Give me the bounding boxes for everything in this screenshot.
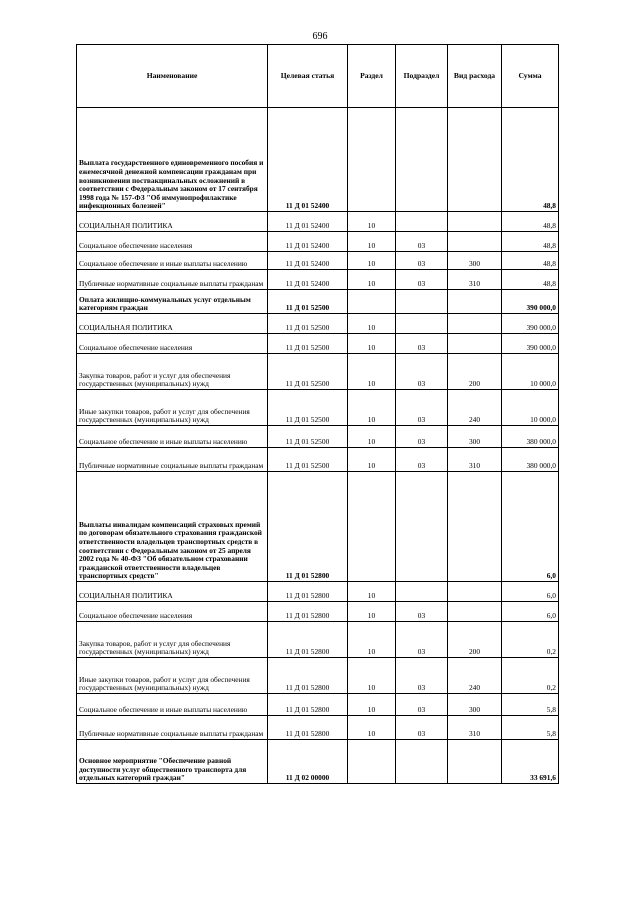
cell-target: 11 Д 01 52800: [268, 694, 348, 716]
table-row: [77, 270, 559, 290]
cell-subsection: [396, 314, 448, 334]
cell-section: 10: [348, 602, 396, 622]
cell-name: Социальное обеспечение и иные выплаты населению: [77, 694, 268, 716]
cell-subsection: [396, 108, 448, 212]
table-header-row: [77, 45, 559, 108]
cell-name: Социальное обеспечение и иные выплаты населению: [77, 426, 268, 448]
cell-subsection: 03: [396, 232, 448, 252]
header-target: Целевая статья: [268, 45, 348, 108]
cell-subsection: [396, 740, 448, 784]
cell-subsection: 03: [396, 426, 448, 448]
cell-sum: 5,8: [502, 716, 559, 740]
budget-table: [76, 44, 559, 784]
cell-expense-type: 300: [448, 252, 502, 270]
cell-target: 11 Д 01 52400: [268, 270, 348, 290]
cell-sum: 48,8: [502, 252, 559, 270]
cell-target: 11 Д 01 52500: [268, 290, 348, 314]
cell-subsection: [396, 290, 448, 314]
cell-subsection: 03: [396, 252, 448, 270]
table-row: [77, 426, 559, 448]
table-row: [77, 694, 559, 716]
cell-name: Закупка товаров, работ и услуг для обеспечения государственных (муниципальных) нужд: [77, 622, 268, 658]
cell-target: 11 Д 01 52800: [268, 716, 348, 740]
cell-subsection: 03: [396, 602, 448, 622]
cell-name: Иные закупки товаров, работ и услуг для обеспечения государственных (муниципальных) нужд: [77, 658, 268, 694]
cell-name: Закупка товаров, работ и услуг для обеспечения государственных (муниципальных) нужд: [77, 354, 268, 390]
cell-section: 10: [348, 448, 396, 472]
cell-section: 10: [348, 694, 396, 716]
cell-target: 11 Д 01 52500: [268, 354, 348, 390]
cell-name: Социальное обеспечение и иные выплаты населению: [77, 252, 268, 270]
table-row: [77, 448, 559, 472]
cell-expense-type: 300: [448, 694, 502, 716]
cell-expense-type: 300: [448, 426, 502, 448]
cell-section: 10: [348, 622, 396, 658]
cell-sum: 6,0: [502, 582, 559, 602]
table-row: [77, 252, 559, 270]
cell-target: 11 Д 01 52400: [268, 212, 348, 232]
cell-expense-type: 240: [448, 658, 502, 694]
cell-expense-type: [448, 212, 502, 232]
cell-target: 11 Д 02 00000: [268, 740, 348, 784]
table-row: [77, 108, 559, 212]
header-sum: Сумма: [502, 45, 559, 108]
cell-name: Социальное обеспечение населения: [77, 602, 268, 622]
cell-subsection: 03: [396, 694, 448, 716]
cell-sum: 380 000,0: [502, 448, 559, 472]
cell-expense-type: [448, 602, 502, 622]
cell-expense-type: [448, 740, 502, 784]
cell-target: 11 Д 01 52500: [268, 390, 348, 426]
cell-sum: 48,8: [502, 232, 559, 252]
cell-sum: 48,8: [502, 212, 559, 232]
cell-section: [348, 108, 396, 212]
cell-expense-type: 310: [448, 448, 502, 472]
cell-section: 10: [348, 390, 396, 426]
cell-section: 10: [348, 212, 396, 232]
cell-subsection: [396, 212, 448, 232]
cell-section: 10: [348, 716, 396, 740]
cell-name: СОЦИАЛЬНАЯ ПОЛИТИКА: [77, 582, 268, 602]
cell-expense-type: [448, 314, 502, 334]
cell-section: 10: [348, 270, 396, 290]
table-row: [77, 622, 559, 658]
cell-section: 10: [348, 426, 396, 448]
page-number: 696: [312, 31, 328, 42]
cell-subsection: 03: [396, 448, 448, 472]
cell-expense-type: 310: [448, 270, 502, 290]
cell-section: 10: [348, 582, 396, 602]
cell-expense-type: [448, 108, 502, 212]
table-row: [77, 658, 559, 694]
cell-sum: 33 691,6: [502, 740, 559, 784]
table-row: [77, 602, 559, 622]
header-section: Раздел: [348, 45, 396, 108]
cell-name: Социальное обеспечение населения: [77, 232, 268, 252]
cell-name: Иные закупки товаров, работ и услуг для обеспечения государственных (муниципальных) нужд: [77, 390, 268, 426]
cell-target: 11 Д 01 52800: [268, 602, 348, 622]
table-row: [77, 354, 559, 390]
cell-subsection: 03: [396, 716, 448, 740]
cell-expense-type: 310: [448, 716, 502, 740]
cell-sum: 390 000,0: [502, 314, 559, 334]
header-subsection: Подраздел: [396, 45, 448, 108]
cell-sum: 10 000,0: [502, 390, 559, 426]
cell-expense-type: 240: [448, 390, 502, 426]
cell-name: Выплата государственного единовременного пособия и ежемесячной денежной компенсации гражданам при возникновении поствакцинальных осложнений в соответствии с Федеральным законом от 17 сентября 1998 года № 157-ФЗ "Об иммунопрофилактике инфекционных болезней": [77, 108, 268, 212]
table-row: [77, 314, 559, 334]
cell-subsection: 03: [396, 622, 448, 658]
cell-expense-type: 200: [448, 622, 502, 658]
cell-subsection: 03: [396, 270, 448, 290]
cell-expense-type: [448, 290, 502, 314]
cell-target: 11 Д 01 52400: [268, 108, 348, 212]
header-expense-type: Вид расхода: [448, 45, 502, 108]
cell-name: Публичные нормативные социальные выплаты гражданам: [77, 270, 268, 290]
cell-sum: 48,8: [502, 108, 559, 212]
cell-sum: 6,0: [502, 472, 559, 582]
cell-target: 11 Д 01 52400: [268, 252, 348, 270]
cell-expense-type: [448, 582, 502, 602]
cell-sum: 5,8: [502, 694, 559, 716]
cell-subsection: [396, 472, 448, 582]
cell-name: Выплаты инвалидам компенсаций страховых премий по договорам обязательного страхования гражданской ответственности владельцев транспортных средств в соответствии с Федеральным законом от 25 апреля 2002 года № 40-ФЗ "Об обязательном страховании гражданской ответственности владельцев транспортных средств": [77, 472, 268, 582]
cell-section: [348, 740, 396, 784]
cell-subsection: 03: [396, 390, 448, 426]
table-row: [77, 390, 559, 426]
cell-name: Социальное обеспечение населения: [77, 334, 268, 354]
cell-target: 11 Д 01 52800: [268, 582, 348, 602]
cell-target: 11 Д 01 52800: [268, 472, 348, 582]
cell-sum: 390 000,0: [502, 334, 559, 354]
cell-name: Оплата жилищно-коммунальных услуг отдельным категориям граждан: [77, 290, 268, 314]
cell-sum: 380 000,0: [502, 426, 559, 448]
cell-subsection: 03: [396, 658, 448, 694]
cell-section: 10: [348, 314, 396, 334]
cell-sum: 390 000,0: [502, 290, 559, 314]
cell-name: Основное мероприятие "Обеспечение равной доступности услуг общественного транспорта для отдельных категорий граждан": [77, 740, 268, 784]
table-row: [77, 334, 559, 354]
cell-section: 10: [348, 252, 396, 270]
cell-name: СОЦИАЛЬНАЯ ПОЛИТИКА: [77, 314, 268, 334]
cell-sum: 10 000,0: [502, 354, 559, 390]
table-row: [77, 740, 559, 784]
cell-expense-type: [448, 232, 502, 252]
cell-target: 11 Д 01 52500: [268, 426, 348, 448]
cell-sum: 0,2: [502, 658, 559, 694]
table-row: [77, 290, 559, 314]
cell-sum: 0,2: [502, 622, 559, 658]
cell-sum: 48,8: [502, 270, 559, 290]
cell-target: 11 Д 01 52500: [268, 448, 348, 472]
cell-subsection: [396, 582, 448, 602]
header-name: Наименование: [77, 45, 268, 108]
cell-target: 11 Д 01 52800: [268, 658, 348, 694]
cell-name: Публичные нормативные социальные выплаты гражданам: [77, 716, 268, 740]
cell-section: 10: [348, 334, 396, 354]
cell-expense-type: 200: [448, 354, 502, 390]
cell-target: 11 Д 01 52800: [268, 622, 348, 658]
cell-subsection: 03: [396, 334, 448, 354]
table-row: [77, 232, 559, 252]
cell-section: 10: [348, 232, 396, 252]
cell-name: Публичные нормативные социальные выплаты гражданам: [77, 448, 268, 472]
cell-sum: 6,0: [502, 602, 559, 622]
cell-section: [348, 472, 396, 582]
cell-name: СОЦИАЛЬНАЯ ПОЛИТИКА: [77, 212, 268, 232]
cell-section: 10: [348, 354, 396, 390]
cell-target: 11 Д 01 52400: [268, 232, 348, 252]
cell-expense-type: [448, 334, 502, 354]
table-row: [77, 472, 559, 582]
table-row: [77, 582, 559, 602]
table-body: [77, 108, 559, 784]
cell-expense-type: [448, 472, 502, 582]
cell-target: 11 Д 01 52500: [268, 314, 348, 334]
table-row: [77, 212, 559, 232]
cell-target: 11 Д 01 52500: [268, 334, 348, 354]
cell-subsection: 03: [396, 354, 448, 390]
table-row: [77, 716, 559, 740]
cell-section: [348, 290, 396, 314]
cell-section: 10: [348, 658, 396, 694]
